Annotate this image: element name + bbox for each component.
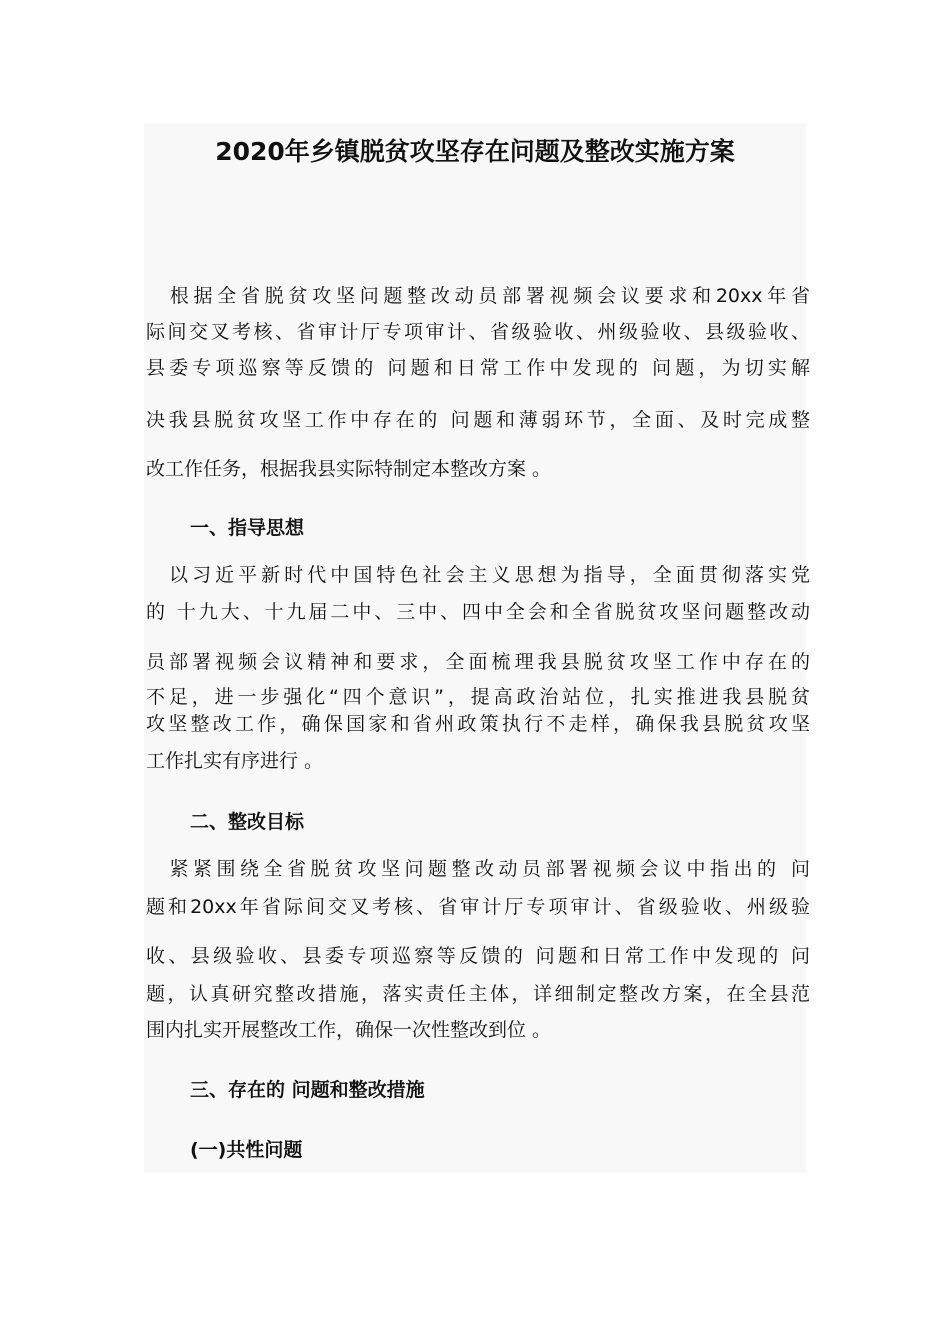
section2-line-3: 收、县级验收、县委专项巡察等反馈的 问题和日常工作中发现的 问 bbox=[146, 945, 810, 967]
section1-line-6: 工作扎实有序进行 。 bbox=[146, 750, 324, 772]
intro-line-1: 根据全省脱贫攻坚问题整改动员部署视频会议要求和20xx年省 bbox=[146, 285, 810, 307]
section2-line-1: 紧紧围绕全省脱贫攻坚问题整改动员部署视频会议中指出的 问 bbox=[146, 858, 810, 880]
section1-line-1: 以习近平新时代中国特色社会主义思想为指导，全面贯彻落实党 bbox=[146, 564, 810, 586]
intro-line-2: 际间交叉考核、省审计厅专项审计、省级验收、州级验收、县级验收、 bbox=[146, 321, 810, 343]
intro-line-5: 改工作任务，根据我县实际特制定本整改方案 。 bbox=[146, 458, 552, 480]
intro-line-4: 决我县脱贫攻坚工作中存在的 问题和薄弱环节，全面、及时完成整 bbox=[146, 409, 810, 431]
section2-line-2: 题和20xx年省际间交叉考核、省审计厅专项审计、省级验收、州级验 bbox=[146, 896, 810, 918]
section1-line-5: 攻坚整改工作，确保国家和省州政策执行不走样，确保我县脱贫攻坚 bbox=[146, 713, 810, 735]
section-heading-guiding-thought: 一、指导思想 bbox=[190, 517, 305, 539]
intro-line-3: 县委专项巡察等反馈的 问题和日常工作中发现的 问题，为切实解 bbox=[146, 357, 810, 379]
section2-line-4: 题，认真研究整改措施，落实责任主体，详细制定整改方案，在全县范 bbox=[146, 983, 810, 1005]
section1-line-3: 员部署视频会议精神和要求，全面梳理我县脱贫攻坚工作中存在的 bbox=[146, 651, 810, 673]
section1-line-4: 不足，进一步强化“四个意识”，提高政治站位，扎实推进我县脱贫 bbox=[146, 686, 810, 708]
section-heading-problems-and-measures: 三、存在的 问题和整改措施 bbox=[190, 1079, 425, 1101]
section1-line-2: 的 十九大、十九届二中、三中、四中全会和全省脱贫攻坚问题整改动 bbox=[146, 601, 810, 623]
document-title: 2020年乡镇脱贫攻坚存在问题及整改实施方案 bbox=[215, 137, 735, 166]
subsection-heading-common-problems: (一)共性问题 bbox=[190, 1139, 303, 1161]
section-heading-rectification-goals: 二、整改目标 bbox=[190, 811, 305, 833]
section2-line-5: 围内扎实开展整改工作，确保一次性整改到位 。 bbox=[146, 1019, 552, 1041]
